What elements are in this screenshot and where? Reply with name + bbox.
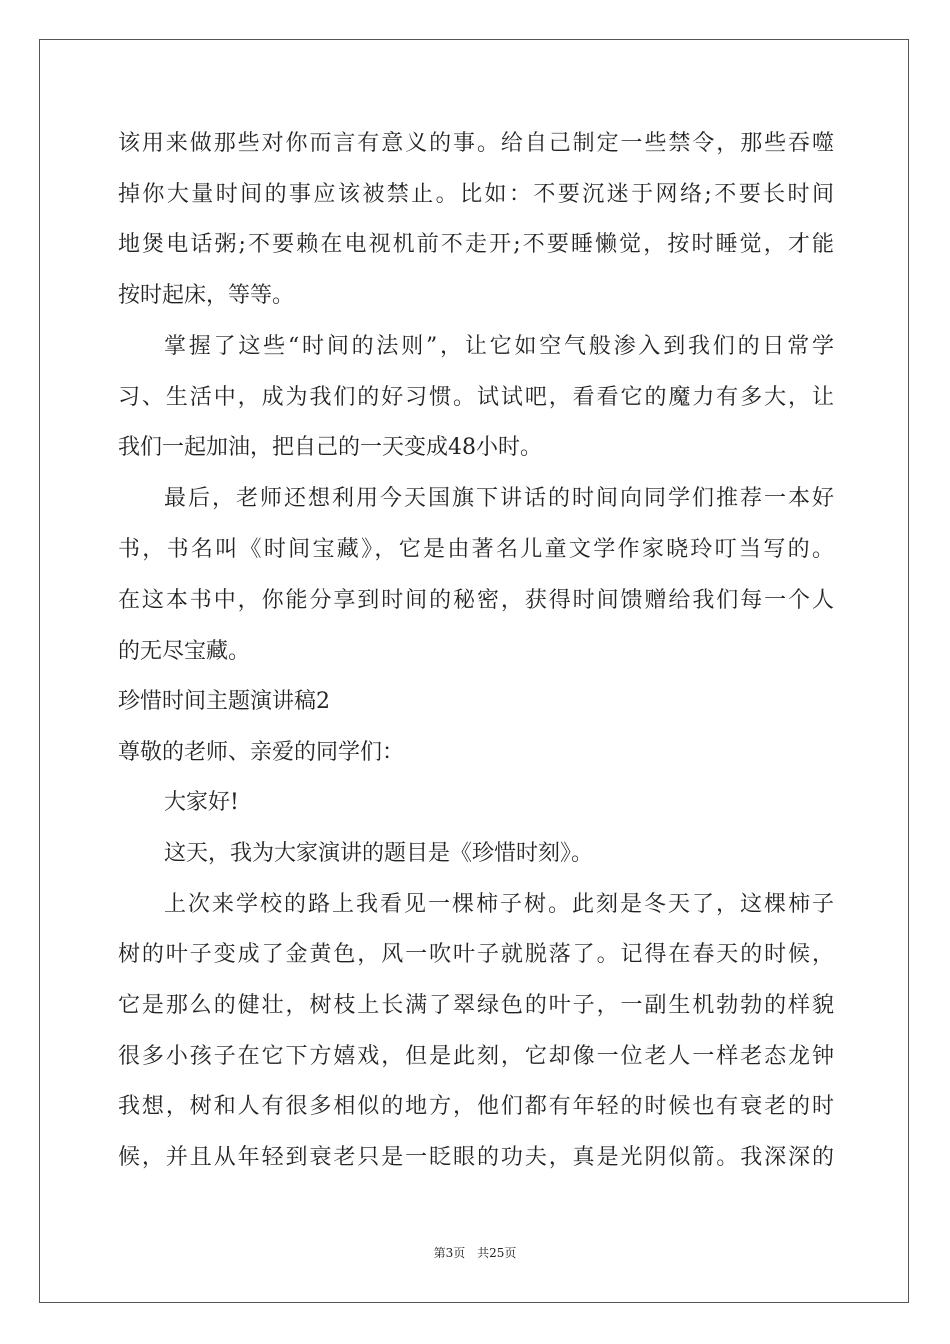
text-line: 的无尽宝藏。 [118, 639, 251, 664]
text-line: 它是那么的健壮，树枝上长满了翠绿色的叶子，一副生机勃勃的样貌 [118, 993, 834, 1018]
paragraph-start: 掌握了这些“时间的法则”，让它如空气般渗入到我们的日常学 [164, 334, 834, 359]
section-heading: 珍惜时间主题演讲稿2 [118, 689, 330, 714]
page-total: 共25页 [477, 1246, 517, 1260]
text-line: 树的叶子变成了金黄色，风一吹叶子就脱落了。记得在春天的时候， [118, 942, 834, 967]
salutation: 尊敬的老师、亲爱的同学们： [118, 740, 405, 765]
text-line: 书，书名叫《时间宝藏》，它是由著名儿童文学作家晓玲叮当写的。 [118, 537, 834, 562]
text-line: 我想，树和人有很多相似的地方，他们都有年轻的时候也有衰老的时 [118, 1094, 834, 1119]
text-line: 我们一起加油，把自己的一天变成48小时。 [118, 435, 542, 460]
text-line: 习、生活中，成为我们的好习惯。试试吧，看看它的魔力有多大，让 [118, 385, 834, 410]
text-line: 在这本书中，你能分享到时间的秘密，获得时间馈赠给我们每一个人 [118, 588, 834, 613]
text-line: 地煲电话粥;不要赖在电视机前不走开;不要睡懒觉，按时睡觉，才能 [118, 232, 834, 257]
greeting: 大家好! [164, 790, 239, 815]
text-line: 该用来做那些对你而言有意义的事。给自己制定一些禁令，那些吞噬 [118, 131, 834, 156]
text-line: 很多小孩子在它下方嬉戏，但是此刻，它却像一位老人一样老态龙钟 [118, 1044, 834, 1069]
page-footer [0, 1244, 950, 1261]
paragraph-start: 这天，我为大家演讲的题目是《珍惜时刻》。 [164, 841, 594, 866]
text-line: 掉你大量时间的事应该被禁止。比如：不要沉迷于网络;不要长时间 [118, 182, 834, 207]
text-line: 按时起床，等等。 [118, 283, 295, 308]
page-number: 第3页 [433, 1246, 466, 1260]
paragraph-start: 上次来学校的路上我看见一棵柿子树。此刻是冬天了，这棵柿子 [164, 892, 834, 917]
paragraph-start: 最后，老师还想利用今天国旗下讲话的时间向同学们推荐一本好 [164, 486, 834, 511]
text-line: 候，并且从年轻到衰老只是一眨眼的功夫，真是光阴似箭。我深深的 [118, 1145, 834, 1170]
